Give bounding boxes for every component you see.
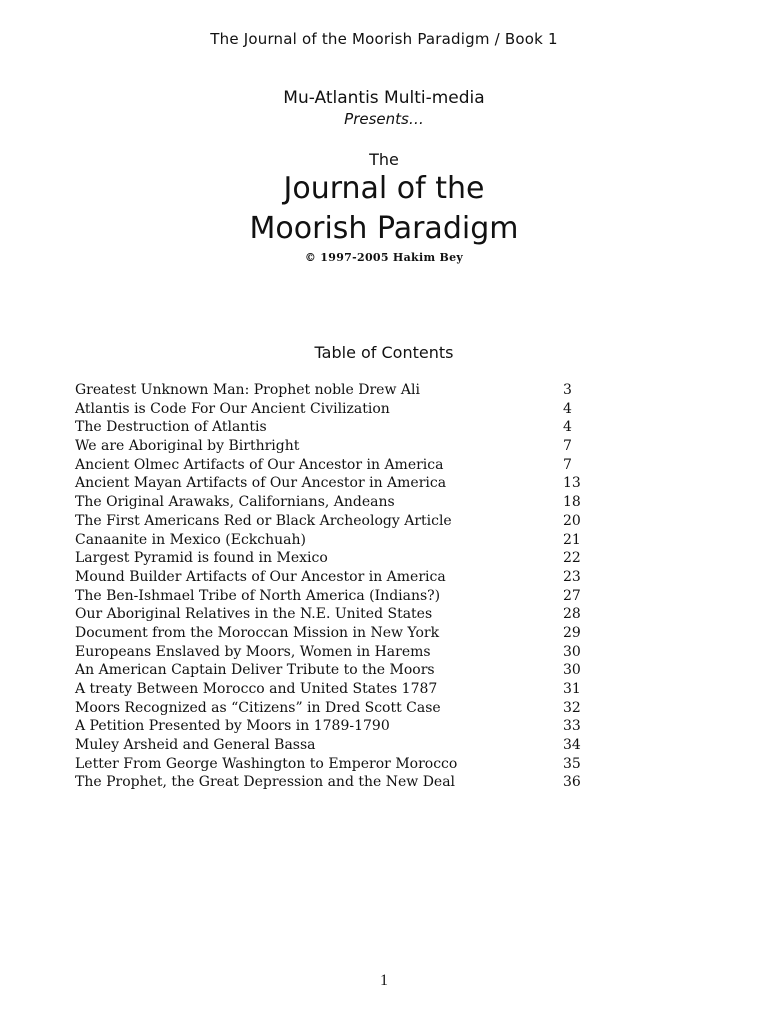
toc-entry	[75, 549, 595, 568]
toc-entry-page: 31	[563, 681, 581, 697]
toc-entry-title: Europeans Enslaved by Moors, Women in Harems	[75, 643, 431, 660]
toc-entry-title: Muley Arsheid and General Bassa	[75, 737, 316, 754]
toc-entry	[75, 736, 595, 755]
toc-entry-page: 28	[563, 606, 581, 623]
toc-entry-title: Document from the Moroccan Mission in New York	[75, 624, 440, 641]
toc-entry-page: 7	[563, 438, 572, 455]
toc-entry	[75, 717, 595, 736]
toc-entry-page: 36	[563, 774, 581, 791]
toc-entry-title: The Original Arawaks, Californians, Andeans	[75, 494, 395, 511]
toc-entry-title: Canaanite in Mexico (Eckchuah)	[75, 531, 306, 548]
toc-entry	[75, 400, 595, 419]
table-of-contents	[75, 381, 595, 792]
toc-entry-page: 18	[563, 494, 581, 511]
title-line-1: Journal of the	[283, 171, 485, 206]
toc-entry	[75, 755, 595, 774]
toc-entry	[75, 680, 595, 699]
toc-entry-title: The First Americans Red or Black Archeology Article	[75, 512, 452, 529]
toc-entry	[75, 531, 595, 550]
toc-entry	[75, 661, 595, 680]
toc-entry-page: 21	[563, 531, 581, 548]
toc-entry-page: 34	[563, 737, 581, 754]
copyright-notice: © 1997-2005 Hakim Bey	[304, 251, 464, 264]
toc-entry	[75, 418, 595, 437]
toc-entry-page: 22	[563, 550, 581, 567]
toc-entry-title: A Petition Presented by Moors in 1789-1790	[75, 718, 390, 735]
toc-entry	[75, 773, 595, 792]
toc-entry-page: 7	[563, 456, 572, 473]
toc-entry	[75, 643, 595, 662]
running-header: The Journal of the Moorish Paradigm / Book 1	[210, 30, 558, 48]
toc-entry-title: We are Aboriginal by Birthright	[75, 438, 300, 455]
toc-heading: Table of Contents	[314, 343, 454, 362]
toc-entry-page: 20	[563, 512, 581, 529]
toc-entry-page: 4	[563, 400, 572, 417]
toc-entry-title: Atlantis is Code For Our Ancient Civilization	[75, 400, 390, 417]
toc-entry-title: Our Aboriginal Relatives in the N.E. United States	[75, 606, 433, 623]
toc-entry	[75, 605, 595, 624]
presents-text: Presents…	[344, 110, 424, 128]
toc-entry-page: 27	[563, 587, 581, 604]
toc-entry-page: 32	[563, 699, 581, 716]
toc-entry	[75, 624, 595, 643]
toc-entry-page: 3	[563, 382, 572, 398]
toc-entry-title: Mound Builder Artifacts of Our Ancestor in America	[75, 568, 446, 585]
toc-entry-page: 35	[563, 755, 581, 772]
toc-entry-page: 29	[563, 624, 581, 641]
toc-entry	[75, 568, 595, 587]
toc-entry-page: 4	[563, 419, 572, 436]
toc-entry	[75, 512, 595, 531]
toc-entry-page: 30	[563, 643, 581, 660]
toc-entry	[75, 587, 595, 606]
toc-entry-title: The Prophet, the Great Depression and the New Deal	[75, 774, 456, 791]
toc-entry-page: 33	[563, 718, 581, 735]
toc-entry-title: The Ben-Ishmael Tribe of North America (Indians?)	[75, 587, 441, 604]
publisher-name: Mu-Atlantis Multi-media	[283, 88, 485, 108]
title-prefix: The	[369, 150, 399, 169]
toc-entry-title: A treaty Between Morocco and United States 1787	[75, 681, 438, 697]
toc-entry-title: Greatest Unknown Man: Prophet noble Drew Ali	[75, 382, 420, 398]
toc-entry-title: Ancient Mayan Artifacts of Our Ancestor in America	[75, 475, 447, 492]
toc-entry-page: 13	[563, 475, 581, 492]
toc-entry-title: Letter From George Washington to Emperor Morocco	[75, 755, 458, 772]
toc-entry	[75, 437, 595, 456]
title-line-2: Moorish Paradigm	[249, 211, 519, 246]
toc-entry	[75, 474, 595, 493]
toc-entry	[75, 381, 595, 400]
page-number: 1	[380, 972, 388, 989]
toc-entry-title: Ancient Olmec Artifacts of Our Ancestor in America	[75, 456, 444, 473]
toc-entry-page: 30	[563, 662, 581, 679]
toc-entry-title: Largest Pyramid is found in Mexico	[75, 550, 328, 567]
toc-entry	[75, 493, 595, 512]
toc-entry	[75, 456, 595, 475]
toc-entry-title: The Destruction of Atlantis	[75, 419, 267, 436]
toc-entry-title: Moors Recognized as “Citizens” in Dred Scott Case	[75, 699, 441, 716]
toc-entry	[75, 699, 595, 718]
toc-entry-page: 23	[563, 568, 581, 585]
toc-entry-title: An American Captain Deliver Tribute to the Moors	[75, 662, 435, 679]
